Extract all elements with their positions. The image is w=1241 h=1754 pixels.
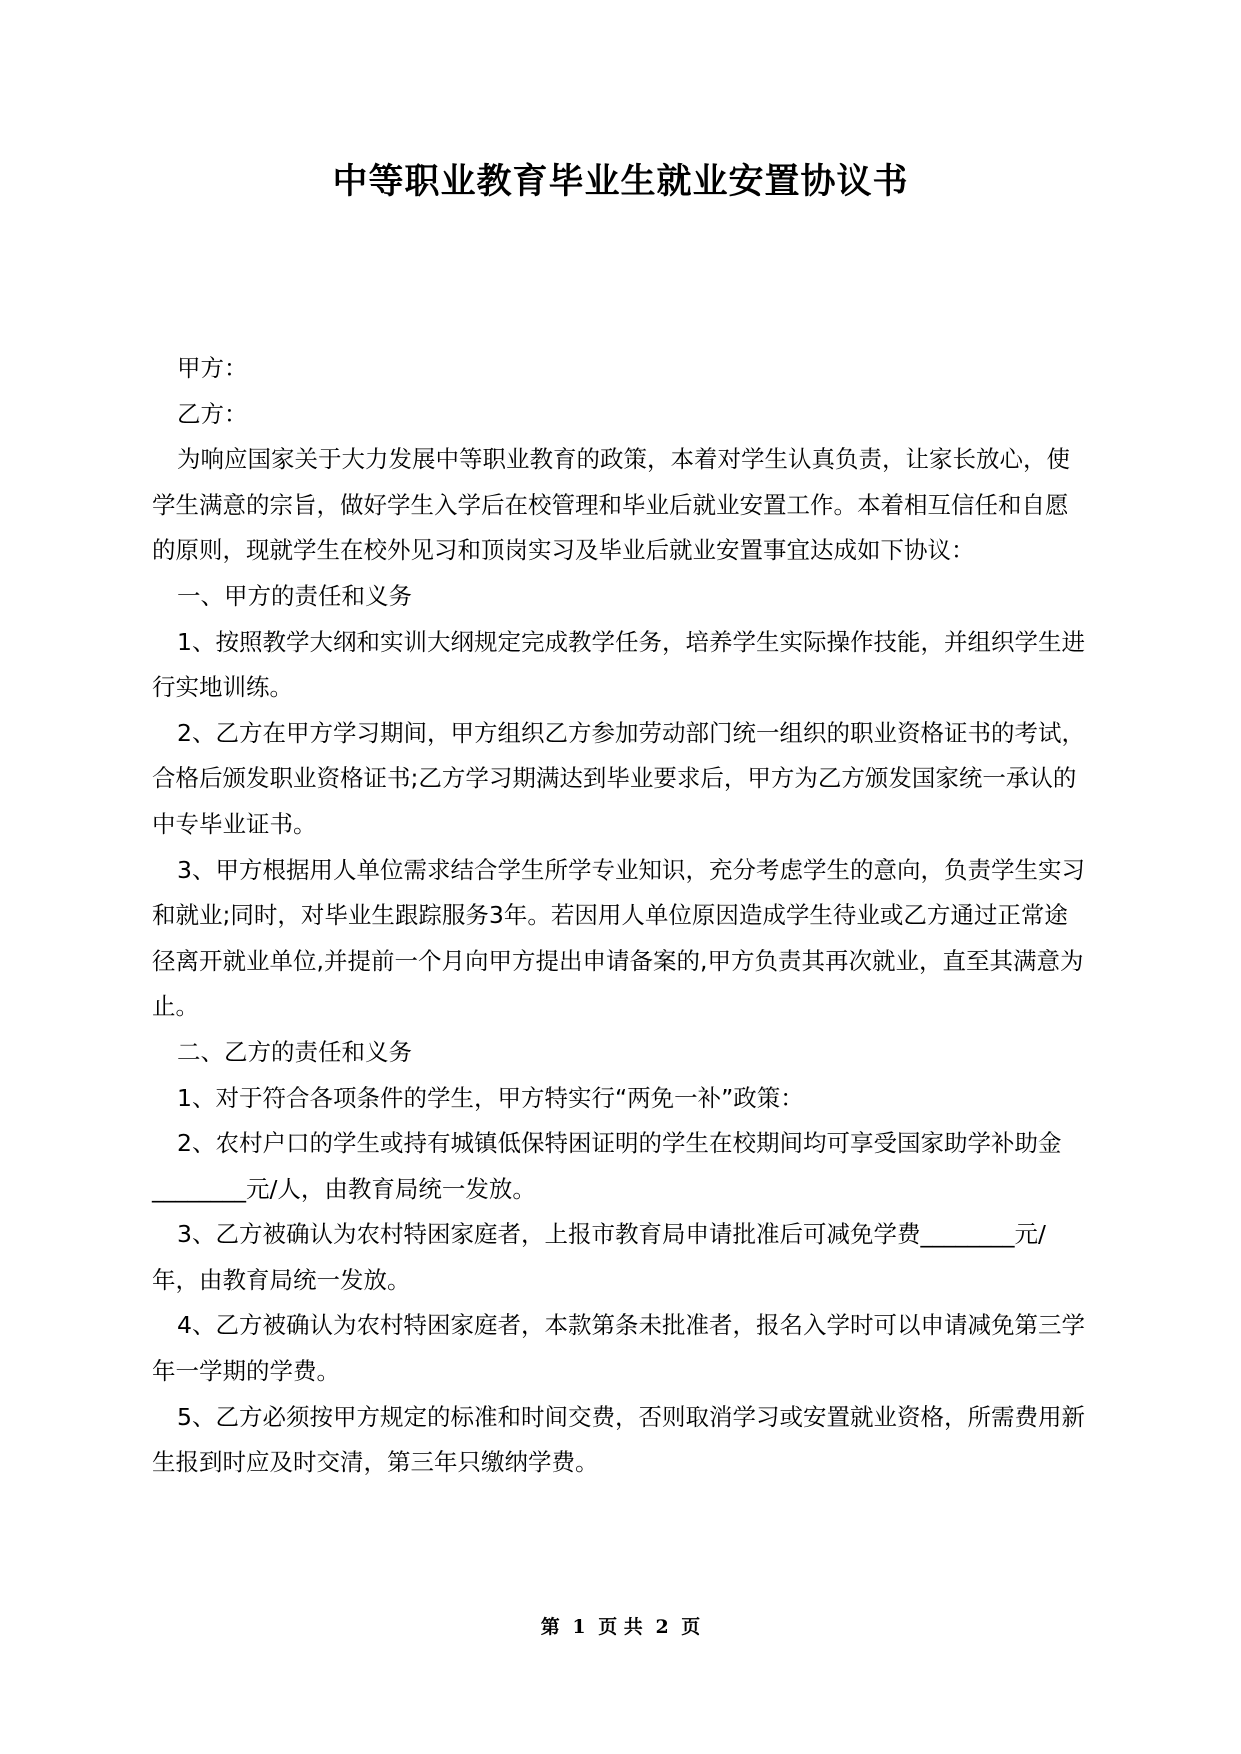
- document-body: [152, 346, 1090, 1486]
- clause-paragraph: 3、乙方被确认为农村特困家庭者，上报市教育局申请批准后可减免学费________元/年，由教育局统一发放。: [152, 1220, 1046, 1294]
- clause-paragraph: 5、乙方必须按甲方规定的标准和时间交费，否则取消学习或安置就业资格，所需费用新生报到时应及时交清，第三年只缴纳学费。: [152, 1402, 1085, 1477]
- party-b-line: 乙方：: [177, 399, 248, 428]
- footer-total-pages: 2: [655, 1616, 669, 1638]
- page-footer: [0, 1612, 1241, 1639]
- clause-paragraph: 3、甲方根据用人单位需求结合学生所学专业知识，充分考虑学生的意向，负责学生实习和就业;同时，对毕业生跟踪服务3年。若因用人单位原因造成学生待业或乙方通过正常途径离开就业单位,并提前一个月向甲方提出申请备案的,甲方负责其再次就业，直至其满意为止。: [152, 855, 1085, 1021]
- clause-paragraph: 4、乙方被确认为农村特困家庭者，本款第条未批准者，报名入学时可以申请减免第三学年一学期的学费。: [152, 1311, 1085, 1386]
- footer-suffix: 页: [681, 1616, 701, 1638]
- section-heading-party-b: 二、乙方的责任和义务: [177, 1037, 412, 1066]
- clause-paragraph: 1、按照教学大纲和实训大纲规定完成教学任务，培养学生实际操作技能，并组织学生进行实地训练。: [152, 627, 1085, 702]
- footer-middle: 页 共: [598, 1616, 643, 1638]
- document-title: 中等职业教育毕业生就业安置协议书: [332, 162, 909, 202]
- clause-paragraph: 2、农村户口的学生或持有城镇低保特困证明的学生在校期间均可享受国家助学补助金________元/人，由教育局统一发放。: [152, 1129, 1062, 1203]
- section-heading-party-a: 一、甲方的责任和义务: [177, 581, 412, 610]
- clause-paragraph: 2、乙方在甲方学习期间，甲方组织乙方参加劳动部门统一组织的职业资格证书的考试，合格后颁发职业资格证书;乙方学习期满达到毕业要求后，甲方为乙方颁发国家统一承认的中专毕业证书。: [152, 718, 1085, 838]
- preamble-paragraph: 为响应国家关于大力发展中等职业教育的政策，本着对学生认真负责，让家长放心，使学生满意的宗旨，做好学生入学后在校管理和毕业后就业安置工作。本着相互信任和自愿的原则，现就学生在校外见习和顶岗实习及毕业后就业安置事宜达成如下协议：: [152, 445, 1070, 565]
- footer-prefix: 第: [540, 1616, 560, 1638]
- clause-paragraph: 1、对于符合各项条件的学生，甲方特实行“两免一补”政策：: [177, 1083, 804, 1112]
- party-a-line: 甲方：: [177, 354, 248, 382]
- footer-page-number: 1: [572, 1616, 586, 1638]
